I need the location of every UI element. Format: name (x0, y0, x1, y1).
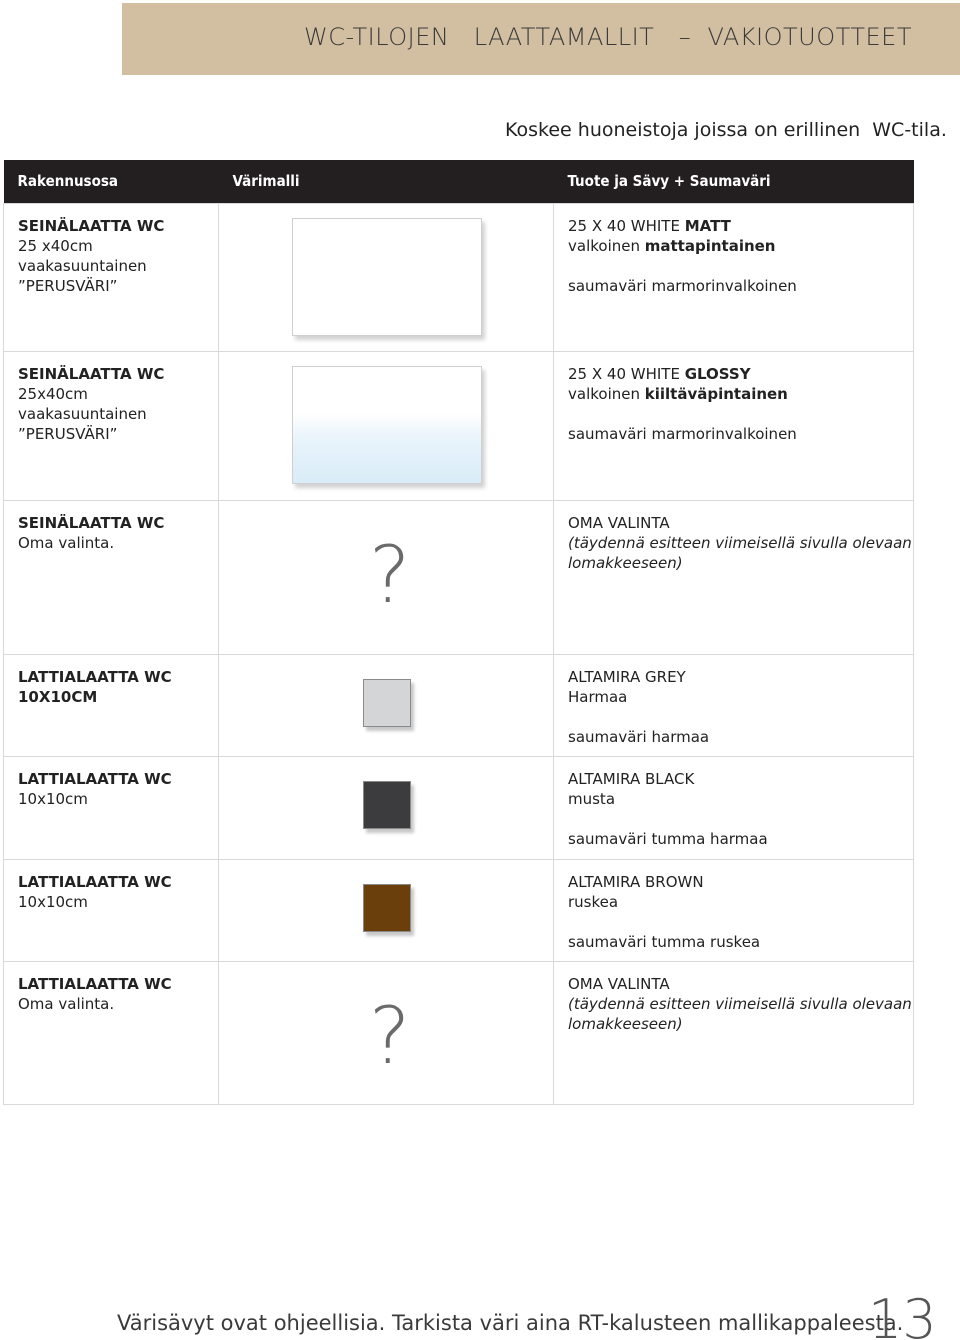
product-shade: ruskea (568, 892, 619, 911)
table-row (4, 859, 914, 961)
question-mark-icon: ? (369, 530, 411, 621)
tile-table (3, 160, 914, 1105)
part-title: LATTIALAATTA WC (18, 974, 172, 993)
grout-color: saumaväri tumma ruskea (568, 932, 761, 951)
color-disclaimer: Värisävyt ovat ohjeellisia. Tarkista väri aina RT-kalusteen mallikappaleesta. (117, 1311, 904, 1335)
product-cell (554, 203, 914, 351)
part-line: 10x10cm (18, 789, 88, 808)
product-shade: valkoinen mattapintainen (568, 236, 776, 255)
table-row (4, 961, 914, 1104)
product-shade: Harmaa (568, 687, 628, 706)
swatch-cell (219, 756, 554, 859)
part-title: SEINÄLAATTA WC (18, 513, 165, 532)
product-name: OMA VALINTA (568, 513, 670, 532)
part-line: Oma valinta. (18, 994, 115, 1013)
question-mark-icon: ? (369, 991, 411, 1082)
swatch-cell (219, 203, 554, 351)
part-cell (4, 203, 219, 351)
product-name: ALTAMIRA BLACK (568, 769, 695, 788)
part-cell (4, 654, 219, 756)
header-band (122, 3, 960, 75)
product-instruction: (täydennä esitteen viimeisellä sivulla olevaan lomakkeeseen) (568, 533, 912, 572)
part-cell (4, 351, 219, 500)
part-cell (4, 756, 219, 859)
product-cell (554, 961, 914, 1104)
part-title: LATTIALAATTA WC (18, 769, 172, 788)
product-name: ALTAMIRA BROWN (568, 872, 704, 891)
product-cell (554, 756, 914, 859)
part-title: LATTIALAATTA WC (18, 667, 172, 686)
swatch-cell (219, 500, 554, 654)
table-row (4, 654, 914, 756)
tile-swatch-matt-white (292, 218, 482, 336)
table-header-row (4, 160, 914, 203)
page-number: 13 (868, 1288, 937, 1340)
product-name: 25 X 40 WHITE GLOSSY (568, 364, 751, 383)
tile-swatch-brown (363, 884, 411, 932)
scope-note: Koskee huoneistoja joissa on erillinen WC-tila. (505, 119, 947, 141)
part-cell (4, 961, 219, 1104)
product-cell (554, 500, 914, 654)
product-name: ALTAMIRA GREY (568, 667, 686, 686)
part-line: vaakasuuntainen (18, 404, 147, 423)
tile-swatch-grey (363, 679, 411, 727)
swatch-cell (219, 351, 554, 500)
product-instruction: (täydennä esitteen viimeisellä sivulla olevaan lomakkeeseen) (568, 994, 912, 1033)
grout-color: saumaväri harmaa (568, 727, 710, 746)
product-shade: musta (568, 789, 616, 808)
product-name: OMA VALINTA (568, 974, 670, 993)
swatch-cell (219, 654, 554, 756)
part-title: SEINÄLAATTA WC (18, 216, 165, 235)
table-row (4, 351, 914, 500)
product-name: 25 X 40 WHITE MATT (568, 216, 731, 235)
part-line: Oma valinta. (18, 533, 115, 552)
swatch-cell (219, 859, 554, 961)
grout-color: saumaväri marmorinvalkoinen (568, 424, 797, 443)
part-title: LATTIALAATTA WC (18, 872, 172, 891)
column-header: Rakennusosa (4, 160, 219, 203)
part-size: 10X10CM (18, 687, 98, 706)
page-title: WC-TILOJEN LAATTAMALLIT – VAKIOTUOTTEET (304, 23, 912, 51)
grout-color: saumaväri marmorinvalkoinen (568, 276, 797, 295)
part-line: 25x40cm (18, 384, 88, 403)
table-row (4, 203, 914, 351)
part-line: ”PERUSVÄRI” (18, 424, 118, 443)
part-cell (4, 859, 219, 961)
table-row (4, 500, 914, 654)
part-line: ”PERUSVÄRI” (18, 276, 118, 295)
grout-color: saumaväri tumma harmaa (568, 829, 768, 848)
part-title: SEINÄLAATTA WC (18, 364, 165, 383)
part-line: vaakasuuntainen (18, 256, 147, 275)
part-cell (4, 500, 219, 654)
product-cell (554, 859, 914, 961)
product-cell (554, 351, 914, 500)
tile-swatch-black (363, 781, 411, 829)
swatch-cell (219, 961, 554, 1104)
part-line: 10x10cm (18, 892, 88, 911)
product-shade: valkoinen kiiltäväpintainen (568, 384, 788, 403)
product-cell (554, 654, 914, 756)
part-line: 25 x40cm (18, 236, 93, 255)
column-header: Värimalli (219, 160, 554, 203)
table-row (4, 756, 914, 859)
tile-swatch-glossy-white (292, 366, 482, 484)
column-header: Tuote ja Sävy + Saumaväri (554, 160, 914, 203)
